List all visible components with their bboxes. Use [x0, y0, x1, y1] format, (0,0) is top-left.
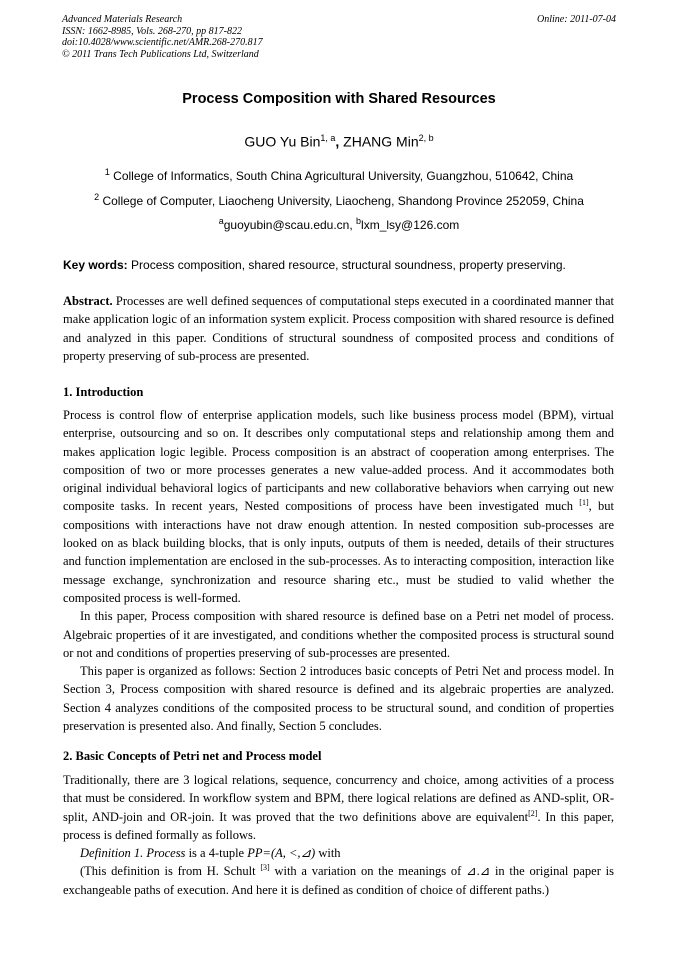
section-1-heading: 1. Introduction: [63, 385, 144, 399]
author-2: ZHANG Min: [343, 133, 419, 150]
section-2-body: [63, 771, 614, 899]
citation-3[interactable]: [3]: [260, 863, 270, 873]
affiliation-2-sup: 2: [94, 192, 100, 202]
author-2-sup: 2, b: [418, 133, 434, 143]
section-2-heading: 2. Basic Concepts of Petri net and Process model: [63, 749, 322, 763]
section-1-body: [63, 406, 614, 735]
copyright-line: © 2011 Trans Tech Publications Ltd, Switzerland: [62, 48, 259, 60]
author-1: GUO Yu Bin: [244, 133, 321, 150]
abstract-text: Processes are well defined sequences of computational steps executed in a coordinated manner that make application logic of an information system explicit. Process composition with shared resource is defined and analyzed in this paper. Conditions of structural soundness of composited process and conditions of property preserving of sub-process are presented.: [63, 294, 614, 363]
affiliation-1: [0, 167, 678, 183]
affiliation-1-sup: 1: [104, 167, 110, 177]
email-b-sup: b: [356, 216, 362, 226]
journal-name: Advanced Materials Research: [62, 14, 183, 25]
keywords: [63, 258, 566, 272]
definition-1: Definition 1. Process is a 4-tuple PP=(A, <,⊿) with: [80, 846, 341, 861]
intro-paragraph-3: This paper is organized as follows: Section 2 introduces basic concepts of Petri Net and process model. In Section 3, Process composition with shared resource is defined and its algebraic properties are analyzed. Section 4 analyzes conditions of the composited process to be structural sound, and condition of properties preservation is presented also. And finally, Section 5 concludes.: [63, 664, 614, 734]
email-line: [0, 216, 678, 232]
affiliation-1-text: College of Informatics, South China Agricultural University, Guangzhou, 510642, China: [113, 169, 574, 183]
citation-2[interactable]: [2]: [528, 808, 538, 818]
intro-paragraph-2: In this paper, Process composition with shared resource is defined base on a Petri net model of process. Algebraic properties of it are investigated, and conditions whether the composited process is structural sound or not and conditions of properties preserving of sub-processes are presented.: [63, 609, 614, 660]
keywords-label: Key words:: [63, 258, 128, 272]
journal-header: [62, 14, 616, 60]
issn-line: ISSN: 1662-8985, Vols. 268-270, pp 817-822: [62, 25, 242, 37]
definition-note: (This definition is from H. Schult [3] with a variation on the meanings of ⊿.⊿ in the original paper is exchangeable paths of execution. And here it is defined as condition of choice of different paths.): [63, 863, 614, 897]
author-1-sup: 1, a: [320, 133, 336, 143]
intro-paragraph-1: Process is control flow of enterprise application models, such like business process model (BPM), virtual enterprise, outsourcing and so on. It describes only computational steps and relationship among them and makes application logic legible. Process composition is an abstract of cooperation among enterprises. The composition of two or more processes generates a new value-added process. And it accommodates both original individual behavioral logics of participants and new collaborative behaviors when carrying out new composite tasks. In recent years, Nested compositions of process have been investigated much [1], but compositions with interactions have not draw enough attention. In nested composition sub-processes are looked on as black building blocks, that is only inputs, outputs of them is needed, details of their structures and function implementation are enclosed in the sub-processes. As to interacting composition, interaction like message exchange, synchronization and resource sharing etc., must be studied to valid whether the composited process is well-formed.: [63, 408, 614, 605]
email-a[interactable]: guoyubin@scau.edu.cn,: [223, 218, 357, 232]
keywords-text: Process composition, shared resource, structural soundness, property preserving.: [127, 258, 566, 272]
affiliation-2: [0, 192, 678, 208]
doi-line: doi:10.4028/www.scientific.net/AMR.268-270.817: [62, 37, 263, 48]
author-line: [0, 133, 678, 150]
abstract-label: Abstract.: [63, 294, 113, 308]
paper-title: Process Composition with Shared Resources: [182, 91, 496, 107]
citation-1[interactable]: [1]: [579, 498, 589, 508]
email-b[interactable]: lxm_lsy@126.com: [361, 218, 460, 232]
affiliation-2-text: College of Computer, Liaocheng University, Liaocheng, Shandong Province 252059, China: [102, 194, 584, 208]
email-a-sup: a: [218, 216, 224, 226]
sec2-paragraph-1: Traditionally, there are 3 logical relations, sequence, concurrency and choice, among activities of a process that must be considered. In workflow system and BPM, there logical relations are defined as AND-split, OR-split, AND-join and OR-join. It was proved that the two definitions above are equivalent[2]. In this paper, process is defined formally as follows.: [63, 773, 615, 842]
definition-label: Definition 1. Process: [80, 846, 186, 861]
online-date: Online: 2011-07-04: [537, 14, 616, 25]
abstract: [63, 292, 614, 365]
definition-tuple: PP=(A, <,⊿): [247, 846, 316, 861]
author-sep: ,: [335, 133, 344, 150]
